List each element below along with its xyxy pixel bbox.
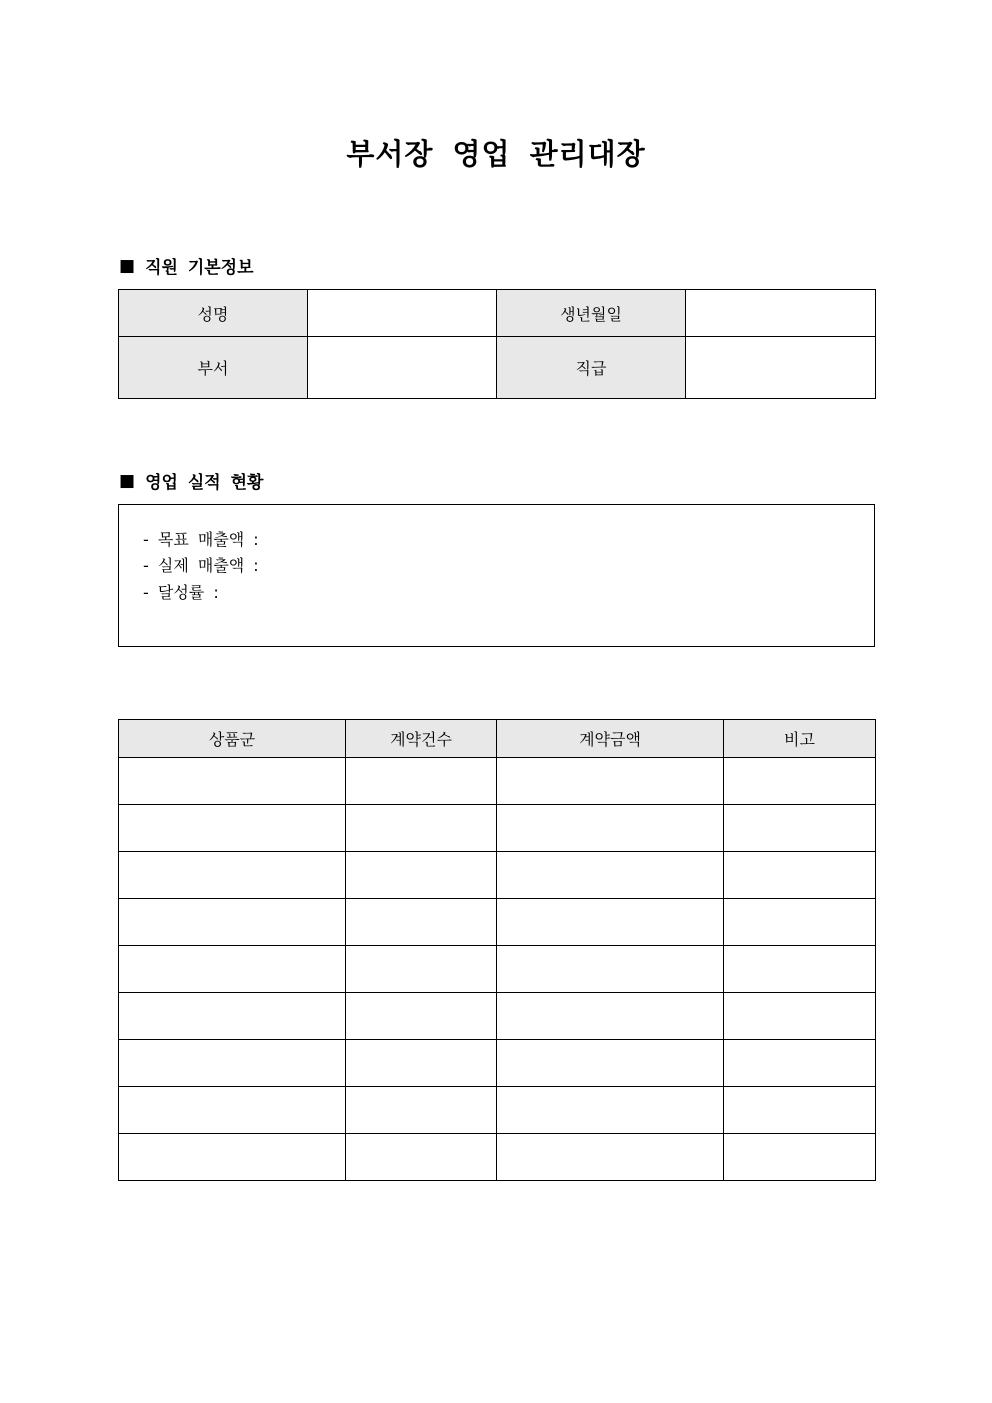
contract-amount-cell[interactable] [497, 805, 724, 852]
product-group-cell[interactable] [119, 899, 346, 946]
remarks-cell[interactable] [724, 805, 876, 852]
page-title: 부서장 영업 관리대장 [346, 137, 646, 171]
contract-count-cell[interactable] [346, 758, 497, 805]
table-row [119, 805, 876, 852]
contract-amount-cell[interactable] [497, 993, 724, 1040]
department-label: 부서 [119, 337, 308, 399]
header-remarks: 비고 [724, 720, 876, 758]
contract-count-cell[interactable] [346, 899, 497, 946]
square-bullet-icon: ■ [119, 470, 136, 491]
contract-amount-cell[interactable] [497, 1040, 724, 1087]
name-field[interactable] [308, 290, 497, 337]
table-row [119, 1134, 876, 1181]
name-label: 성명 [119, 290, 308, 337]
remarks-cell[interactable] [724, 852, 876, 899]
product-group-cell[interactable] [119, 852, 346, 899]
birthdate-label: 생년월일 [497, 290, 686, 337]
table-row [119, 899, 876, 946]
table-row [119, 1087, 876, 1134]
table-row [119, 852, 876, 899]
position-label: 직급 [497, 337, 686, 399]
table-row [119, 946, 876, 993]
contract-count-cell[interactable] [346, 1087, 497, 1134]
contract-amount-cell[interactable] [497, 758, 724, 805]
table-row [119, 758, 876, 805]
contract-count-cell[interactable] [346, 1134, 497, 1181]
product-group-cell[interactable] [119, 993, 346, 1040]
remarks-cell[interactable] [724, 758, 876, 805]
remarks-cell[interactable] [724, 1040, 876, 1087]
remarks-cell[interactable] [724, 946, 876, 993]
sales-performance-box[interactable] [118, 504, 875, 647]
contract-count-cell[interactable] [346, 805, 497, 852]
product-group-cell[interactable] [119, 805, 346, 852]
contract-count-cell[interactable] [346, 993, 497, 1040]
employee-info-table [118, 289, 876, 399]
actual-sales-line: - 실제 매출액 : [143, 556, 259, 575]
product-table [118, 719, 876, 1181]
table-row [119, 1040, 876, 1087]
header-product-group: 상품군 [119, 720, 346, 758]
remarks-cell[interactable] [724, 1134, 876, 1181]
table-row [119, 993, 876, 1040]
contract-count-cell[interactable] [346, 946, 497, 993]
contract-count-cell[interactable] [346, 1040, 497, 1087]
target-sales-line: - 목표 매출액 : [143, 530, 259, 549]
remarks-cell[interactable] [724, 993, 876, 1040]
remarks-cell[interactable] [724, 899, 876, 946]
sales-performance-heading-label: 영업 실적 현황 [145, 473, 264, 493]
header-contract-amount: 계약금액 [497, 720, 724, 758]
position-field[interactable] [686, 337, 876, 399]
contract-amount-cell[interactable] [497, 946, 724, 993]
product-group-cell[interactable] [119, 1087, 346, 1134]
achievement-rate-line: - 달성률 : [143, 583, 219, 602]
department-field[interactable] [308, 337, 497, 399]
sales-performance-heading [119, 468, 263, 493]
product-group-cell[interactable] [119, 946, 346, 993]
header-contract-count: 계약건수 [346, 720, 497, 758]
product-group-cell[interactable] [119, 1040, 346, 1087]
contract-amount-cell[interactable] [497, 1087, 724, 1134]
employee-info-heading [119, 253, 254, 278]
remarks-cell[interactable] [724, 1087, 876, 1134]
square-bullet-icon: ■ [119, 255, 136, 276]
contract-amount-cell[interactable] [497, 852, 724, 899]
contract-amount-cell[interactable] [497, 1134, 724, 1181]
product-group-cell[interactable] [119, 1134, 346, 1181]
birthdate-field[interactable] [686, 290, 876, 337]
product-group-cell[interactable] [119, 758, 346, 805]
contract-count-cell[interactable] [346, 852, 497, 899]
contract-amount-cell[interactable] [497, 899, 724, 946]
employee-info-heading-label: 직원 기본정보 [145, 258, 254, 278]
